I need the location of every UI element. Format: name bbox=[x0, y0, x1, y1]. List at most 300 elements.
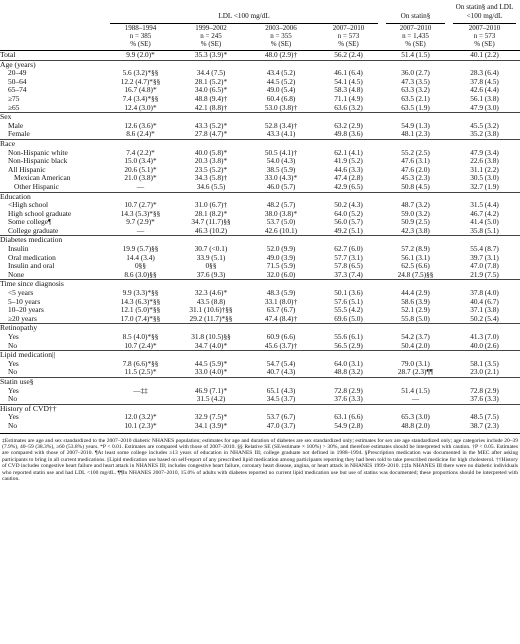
cell-value: 54.2 (3.7) bbox=[401, 333, 430, 341]
cell-value: 48.0 (2.9)† bbox=[247, 51, 315, 61]
cell-value: 46.1 (6.4) bbox=[334, 69, 363, 78]
table-row bbox=[0, 201, 520, 210]
cell-value: 58.6 (3.9) bbox=[401, 297, 430, 306]
table-row bbox=[0, 218, 520, 227]
cell-value: 71.1 (4.9) bbox=[334, 94, 363, 103]
cell-value: 49.0 (3.9) bbox=[266, 253, 296, 262]
cell-value: 56.2 (2.4) bbox=[315, 51, 382, 61]
table-row bbox=[0, 51, 520, 61]
cell-value: 63.6 (3.2) bbox=[334, 103, 363, 112]
cell-value: 38.7 (2.3) bbox=[470, 421, 499, 430]
cell-value: 44.5 (5.2) bbox=[266, 77, 296, 86]
row-label: All Hispanic bbox=[8, 165, 46, 174]
cell-value: 37.1 (3.8) bbox=[470, 306, 499, 315]
table-row bbox=[0, 210, 520, 219]
cell-value: 55.6 (6.1) bbox=[334, 333, 363, 341]
cell-value bbox=[449, 404, 520, 413]
cell-value: 17.0 (7.4)*§§ bbox=[120, 314, 161, 323]
cell-value: 40.4 (6.7) bbox=[470, 297, 499, 306]
cell-value: 46.9 (7.1)* bbox=[194, 386, 228, 395]
row-label: No bbox=[8, 341, 18, 350]
col-n-2: n = 245 bbox=[200, 32, 222, 40]
table-row bbox=[0, 78, 520, 87]
table-row bbox=[0, 139, 520, 148]
cell-value: 42.6 (4.4) bbox=[470, 86, 499, 95]
cell-value: 40.1 (2.2) bbox=[449, 51, 520, 61]
table-row bbox=[0, 271, 520, 280]
cell-value bbox=[382, 351, 449, 360]
row-label: Other Hispanic bbox=[14, 182, 59, 191]
table-row bbox=[0, 122, 520, 131]
cell-value: 7.4 (3.4)*§§ bbox=[122, 94, 159, 103]
cell-value: 8.6 (3.0)§§ bbox=[124, 270, 157, 279]
cell-value: 21.9 (7.5) bbox=[470, 270, 499, 279]
cell-value: 43.3 (5.2)* bbox=[194, 121, 228, 130]
row-label: No bbox=[8, 368, 18, 377]
cell-value: 22.6 (3.8) bbox=[470, 157, 499, 166]
table-row bbox=[0, 86, 520, 95]
cell-value: 7.8 (6.6)*§§ bbox=[122, 359, 159, 368]
cell-value: 12.4 (3.0)* bbox=[124, 103, 157, 112]
row-label: Education bbox=[0, 192, 106, 201]
col-period-2: 1999–2002 bbox=[195, 24, 227, 32]
cell-value: 50.8 (4.5) bbox=[401, 182, 430, 191]
cell-value: — bbox=[136, 226, 145, 235]
cell-value bbox=[175, 113, 247, 122]
row-label: Female bbox=[8, 130, 30, 139]
table-row bbox=[0, 342, 520, 351]
row-label: 50–64 bbox=[8, 77, 27, 86]
table-row bbox=[0, 166, 520, 175]
cell-value: 9.7 (2.9)* bbox=[126, 218, 155, 227]
cell-value: 63.1 (6.6) bbox=[334, 413, 363, 422]
cell-value: 10.1 (2.3)* bbox=[124, 421, 157, 430]
col-unit-3: % (SE) bbox=[247, 40, 315, 51]
cell-value: 12.2 (4.7)*§§ bbox=[120, 77, 161, 86]
cell-value: 0§§ bbox=[205, 262, 217, 271]
cell-value bbox=[247, 139, 315, 148]
cell-value: 54.9 (1.3) bbox=[401, 121, 430, 130]
table-row bbox=[0, 183, 520, 192]
cell-value: 47.6 (3.1) bbox=[401, 157, 430, 166]
cell-value bbox=[382, 404, 449, 413]
cell-value: — bbox=[136, 182, 145, 191]
cell-value: 34.5 (3.7) bbox=[266, 395, 296, 404]
cell-value: 37.3 (7.4) bbox=[334, 270, 363, 279]
table-row bbox=[0, 245, 520, 254]
cell-value: 41.9 (5.2) bbox=[334, 157, 363, 166]
cell-value bbox=[449, 192, 520, 201]
cell-value: 31.1 (10.6)†§§ bbox=[189, 306, 233, 315]
col-unit-5: % (SE) bbox=[382, 40, 449, 51]
cell-value: 63.2 (2.9) bbox=[334, 121, 363, 130]
row-label: Statin use§ bbox=[0, 377, 106, 386]
cell-value: 37.6 (3.3) bbox=[470, 395, 499, 404]
table-header bbox=[0, 2, 520, 51]
table-row bbox=[0, 368, 520, 377]
cell-value bbox=[449, 280, 520, 289]
cell-value: 51.4 (1.5) bbox=[382, 51, 449, 61]
cell-value: 23.0 (2.1) bbox=[470, 368, 499, 377]
cell-value bbox=[449, 139, 520, 148]
cell-value: 35.2 (3.8) bbox=[470, 130, 499, 139]
col-n-1: n = 385 bbox=[129, 32, 152, 40]
table-row bbox=[0, 315, 520, 324]
row-label: High school graduate bbox=[8, 209, 72, 218]
row-label: 5–10 years bbox=[8, 297, 41, 306]
cell-value: 34.1 (3.9)* bbox=[194, 421, 228, 430]
header-group-ldl: LDL <100 mg/dL bbox=[218, 12, 270, 20]
cell-value: 9.9 (3.3)*§§ bbox=[122, 289, 159, 298]
cell-value: 60.4 (6.8) bbox=[266, 94, 296, 103]
cell-value: 47.4 (2.8) bbox=[334, 174, 363, 183]
cell-value: 47.4 (8.4)† bbox=[264, 314, 298, 323]
cell-value: 65.1 (4.3) bbox=[266, 386, 296, 395]
cell-value: 42.3 (3.8) bbox=[401, 226, 430, 235]
cell-value: 57.7 (3.1) bbox=[334, 253, 363, 262]
cell-value: 31.0 (6.7)† bbox=[194, 201, 228, 210]
cell-value: 50.5 (4.1)† bbox=[264, 148, 298, 157]
cell-value bbox=[106, 377, 175, 386]
table-row bbox=[0, 351, 520, 360]
cell-value: 50.2 (5.4) bbox=[470, 314, 499, 323]
cell-value bbox=[247, 280, 315, 289]
row-label: Age (years) bbox=[0, 60, 106, 69]
cell-value bbox=[106, 113, 175, 122]
cell-value: 34.3 (5.8)† bbox=[194, 174, 228, 183]
cell-value: 20.6 (5.1)* bbox=[124, 165, 157, 174]
cell-value bbox=[247, 404, 315, 413]
cell-value: 54.0 (4.3) bbox=[266, 157, 296, 166]
cell-value: 14.3 (5.3)*§§ bbox=[120, 209, 161, 218]
cell-value: 46.0 (5.7) bbox=[266, 182, 296, 191]
cell-value: 23.5 (5.2)* bbox=[194, 165, 228, 174]
cell-value: 48.7 (3.2) bbox=[401, 201, 430, 210]
cell-value bbox=[106, 351, 175, 360]
cell-value: 43.3 (4.1) bbox=[266, 130, 296, 139]
cell-value: 63.3 (3.2) bbox=[401, 86, 430, 95]
table-row bbox=[0, 157, 520, 166]
cell-value bbox=[449, 324, 520, 333]
cell-value: 44.4 (2.9) bbox=[401, 289, 430, 298]
cell-value: 46.7 (4.2) bbox=[470, 209, 499, 218]
row-label: Retinopathy bbox=[0, 324, 106, 333]
cell-value: 45.6 (3.7)† bbox=[264, 341, 298, 350]
cell-value: 47.6 (2.0) bbox=[401, 165, 430, 174]
col-unit-6: % (SE) bbox=[449, 40, 520, 51]
cell-value: 64.0 (3.1) bbox=[334, 359, 363, 368]
cell-value bbox=[106, 280, 175, 289]
cell-value bbox=[382, 113, 449, 122]
row-label: Yes bbox=[8, 413, 19, 422]
table-row bbox=[0, 280, 520, 289]
cell-value: 31.8 (10.5)§§ bbox=[191, 333, 231, 341]
cell-value bbox=[247, 351, 315, 360]
cell-value: 28.3 (6.4) bbox=[470, 69, 499, 78]
cell-value: 45.3 (2.3) bbox=[401, 174, 430, 183]
row-label: History of CVD†† bbox=[0, 404, 106, 413]
cell-value: 38.0 (3.8)* bbox=[264, 209, 298, 218]
cell-value: 14.4 (3.4) bbox=[126, 253, 155, 262]
cell-value: 46.3 (10.2) bbox=[194, 226, 228, 235]
cell-value: 50.9 (2.5) bbox=[401, 218, 430, 227]
table-row bbox=[0, 360, 520, 369]
cell-value: 63.7 (6.7) bbox=[266, 306, 296, 315]
table-row bbox=[0, 387, 520, 396]
cell-value: 56.1 (3.8) bbox=[470, 94, 499, 103]
cell-value: 49.2 (5.1) bbox=[334, 226, 363, 235]
cell-value: 51.4 (1.5) bbox=[401, 386, 430, 395]
cell-value: 53.7 (5.0) bbox=[266, 218, 296, 227]
cell-value bbox=[175, 377, 247, 386]
cell-value: 28.1 (8.2)* bbox=[194, 209, 228, 218]
cell-value: 12.0 (3.2)* bbox=[124, 413, 157, 422]
cell-value bbox=[175, 280, 247, 289]
cell-value: 34.0 (6.5)* bbox=[194, 86, 228, 95]
cell-value: 52.1 (2.9) bbox=[401, 306, 430, 315]
table-row bbox=[0, 95, 520, 104]
cell-value: 39.7 (3.1) bbox=[470, 253, 499, 262]
table-row bbox=[0, 227, 520, 236]
cell-value: 48.5 (7.5) bbox=[470, 413, 499, 422]
row-label: None bbox=[8, 270, 25, 279]
cell-value bbox=[315, 139, 382, 148]
table-row bbox=[0, 236, 520, 245]
cell-value: 54.7 (5.4) bbox=[266, 359, 296, 368]
cell-value bbox=[315, 404, 382, 413]
cell-value: 48.1 (2.3) bbox=[401, 130, 430, 139]
cell-value: 69.6 (5.0) bbox=[334, 314, 363, 323]
cell-value: 72.8 (2.9) bbox=[470, 386, 499, 395]
cell-value bbox=[175, 324, 247, 333]
table-row bbox=[0, 69, 520, 78]
cell-value bbox=[175, 139, 247, 148]
cell-value: 48.8 (2.0) bbox=[401, 421, 430, 430]
header-group-statin: On statin§ bbox=[400, 12, 431, 20]
row-label: Sex bbox=[0, 113, 106, 122]
table-row bbox=[0, 113, 520, 122]
cell-value bbox=[315, 280, 382, 289]
cell-value: 63.5 (1.9) bbox=[401, 103, 430, 112]
footnotes: ‡Estimates are age and sex standardized to the 2007–2010 diabetic NHANES population; estimates for age and duration of diabetes are sex standardized only; estimates for sex are age standardized only; age categories include 20–39 (7.9%), 40–59 (38.3%), ≥60 (53.8%) years. *P < 0.01. Estimates are compared with those of 2007–2010. §§ Relative SE (SE/estimate × 100%) > 30%, and therefore estimates should be interpreted with caution. †P < 0.05. Estimates are compared with those of 2007–2010. ¶At least some college includes ≥13 years of education in NHANES III; college graduate not defined in 1988–1994. §Prescription medication was documented in the MEC after asking participants to bring in all current medications. ||Lipid medication use based on self-report of any prescribed lipid medication among participants reporting they had been told to take prescribed medicine for high cholesterol. ††History of CVD includes congestive heart failure and heart attack in NHANES III; includes congestive heart failure, coronary heart disease, angina, or heart attack in NHANES 1999–2010. ‡‡In NHANES III there were no diabetic individuals who reported statin use and had LDL <100 mg/dL. ¶¶In NHANES 2007–2010, 15.0% of adults with diabetes reported no current lipid medication use but use of statins was documented; these proportions should be interpreted with caution. bbox=[0, 433, 520, 483]
table-body bbox=[0, 51, 520, 431]
cell-value: 24.8 (7.5)§§ bbox=[397, 270, 434, 279]
cell-value bbox=[106, 404, 175, 413]
cell-value bbox=[106, 324, 175, 333]
cell-value: 57.2 (8.9) bbox=[401, 245, 430, 254]
cell-value: 52.8 (3.4)† bbox=[264, 121, 298, 130]
col-n-3: n = 355 bbox=[270, 32, 292, 40]
table-row bbox=[0, 333, 520, 342]
cell-value: 40.0 (5.8)* bbox=[194, 148, 228, 157]
cell-value bbox=[315, 351, 382, 360]
row-label: Insulin bbox=[8, 245, 29, 254]
row-label: Yes bbox=[8, 386, 19, 395]
table-row bbox=[0, 104, 520, 113]
col-period-4: 2007–2010 bbox=[332, 24, 365, 32]
col-period-5: 2007–2010 bbox=[399, 24, 432, 32]
cell-value: 35.8 (5.1) bbox=[470, 226, 499, 235]
table-row bbox=[0, 130, 520, 139]
cell-value: 21.0 (3.8)* bbox=[124, 174, 157, 183]
col-unit-2: % (SE) bbox=[175, 40, 247, 51]
cell-value: 45.5 (3.2) bbox=[470, 121, 499, 130]
cell-value bbox=[175, 192, 247, 201]
cell-value bbox=[449, 351, 520, 360]
cell-value: 38.5 (5.9) bbox=[266, 165, 296, 174]
row-label: Non-Hispanic white bbox=[8, 148, 68, 157]
col-n-5: n = 1,435 bbox=[402, 32, 429, 40]
cell-value: 47.9 (3.4) bbox=[470, 148, 499, 157]
cell-value bbox=[449, 236, 520, 245]
table-row bbox=[0, 395, 520, 404]
cell-value: 31.5 (4.2) bbox=[196, 395, 226, 404]
row-label: ≥65 bbox=[8, 103, 20, 112]
cell-value: 48.8 (9.4)† bbox=[194, 94, 228, 103]
row-label: 20–49 bbox=[8, 69, 27, 78]
cell-value: 8.5 (4.0)*§§ bbox=[122, 333, 159, 341]
col-period-1: 1988–1994 bbox=[124, 24, 157, 32]
row-label: Time since diagnosis bbox=[0, 280, 106, 289]
cell-value: 47.9 (3.0) bbox=[470, 103, 499, 112]
cell-value: 62.1 (4.1) bbox=[334, 148, 363, 157]
cell-value: 30.7 (<0.1) bbox=[194, 245, 228, 254]
row-label: Insulin and oral bbox=[8, 262, 55, 271]
cell-value: 40.7 (4.3) bbox=[266, 368, 296, 377]
cell-value: 42.6 (10.1) bbox=[264, 226, 298, 235]
cell-value bbox=[175, 404, 247, 413]
cell-value: 37.8 (4.5) bbox=[470, 77, 499, 86]
row-label: Diabetes medication bbox=[0, 236, 106, 245]
cell-value bbox=[382, 192, 449, 201]
cell-value bbox=[315, 113, 382, 122]
cell-value: 32.9 (7.5)* bbox=[194, 413, 228, 422]
cell-value: 5.6 (3.2)*§§ bbox=[122, 69, 159, 78]
cell-value: 20.3 (3.8)* bbox=[194, 157, 228, 166]
cell-value bbox=[315, 377, 382, 386]
cell-value: 72.8 (2.9) bbox=[334, 386, 363, 395]
cell-value: 55.4 (8.7) bbox=[470, 245, 499, 254]
cell-value: 53.0 (3.8)† bbox=[264, 103, 298, 112]
row-label: Total bbox=[0, 51, 106, 61]
row-label: ≥75 bbox=[8, 94, 20, 103]
row-label: Male bbox=[8, 121, 24, 130]
table-row bbox=[0, 404, 520, 413]
cell-value: 50.1 (3.6) bbox=[334, 289, 363, 298]
data-table bbox=[0, 2, 520, 431]
cell-value: 14.3 (6.3)*§§ bbox=[120, 297, 161, 306]
cell-value: 34.6 (5.5) bbox=[196, 182, 226, 191]
cell-value: 52.0 (9.9) bbox=[266, 245, 296, 254]
cell-value: 41.4 (5.0) bbox=[470, 218, 499, 227]
cell-value: 71.5 (5.9) bbox=[266, 262, 296, 271]
cell-value: 8.6 (2.4)* bbox=[126, 130, 155, 139]
col-period-6: 2007–2010 bbox=[468, 24, 501, 32]
table-row bbox=[0, 289, 520, 298]
cell-value: 44.5 (5.9)* bbox=[194, 359, 228, 368]
header-group-statin-ldl: On statin§ and LDL <100 mg/dL bbox=[455, 3, 514, 20]
row-label: Mexican American bbox=[14, 174, 71, 183]
cell-value bbox=[247, 236, 315, 245]
row-label: No bbox=[8, 395, 18, 404]
cell-value: 9.9 (2.0)* bbox=[106, 51, 175, 61]
cell-value: 58.3 (4.8) bbox=[334, 86, 363, 95]
row-label: College graduate bbox=[8, 226, 59, 235]
cell-value: 56.1 (3.1) bbox=[401, 253, 430, 262]
col-n-4: n = 573 bbox=[337, 32, 360, 40]
cell-value: 58.1 (3.5) bbox=[470, 359, 499, 368]
table-row bbox=[0, 377, 520, 386]
cell-value: 49.0 (5.4) bbox=[266, 86, 296, 95]
cell-value bbox=[449, 113, 520, 122]
cell-value: 0§§ bbox=[135, 262, 146, 271]
cell-value: 63.5 (2.1) bbox=[401, 94, 430, 103]
cell-value bbox=[247, 113, 315, 122]
cell-value: — bbox=[411, 395, 420, 404]
cell-value: 60.9 (6.6) bbox=[266, 333, 296, 341]
cell-value bbox=[175, 236, 247, 245]
cell-value: 12.6 (3.6)* bbox=[124, 121, 157, 130]
row-label: Race bbox=[0, 139, 106, 148]
table-row bbox=[0, 324, 520, 333]
cell-value: 32.3 (4.6)* bbox=[194, 289, 228, 298]
cell-value: 47.0 (3.7) bbox=[266, 421, 296, 430]
cell-value: 19.9 (5.7)§§ bbox=[122, 245, 159, 254]
cell-value bbox=[315, 192, 382, 201]
cell-value: 49.8 (3.6) bbox=[334, 130, 363, 139]
cell-value: 53.7 (6.7) bbox=[266, 413, 296, 422]
cell-value bbox=[175, 60, 247, 69]
row-label: 10–20 years bbox=[8, 306, 44, 315]
cell-value: 56.5 (2.9) bbox=[334, 341, 363, 350]
cell-value: 29.2 (11.7)*§§ bbox=[189, 314, 233, 323]
table-row bbox=[0, 306, 520, 315]
row-label: ≥20 years bbox=[8, 314, 37, 323]
cell-value: 10.7 (2.4)* bbox=[124, 341, 157, 350]
cell-value: 65.3 (3.0) bbox=[401, 413, 430, 422]
col-n-6: n = 573 bbox=[473, 32, 496, 40]
cell-value: 34.7 (11.7)§§ bbox=[191, 218, 231, 227]
cell-value: 48.8 (3.2) bbox=[334, 368, 363, 377]
cell-value bbox=[315, 324, 382, 333]
cell-value: 62.7 (6.0) bbox=[334, 245, 363, 254]
cell-value: 55.8 (5.0) bbox=[401, 314, 430, 323]
cell-value bbox=[247, 192, 315, 201]
table-row bbox=[0, 60, 520, 69]
cell-value: 56.0 (5.7) bbox=[334, 218, 363, 227]
cell-value: 28.1 (5.2)* bbox=[194, 77, 228, 86]
cell-value: 34.7 (4.0)* bbox=[194, 341, 228, 350]
col-period-3: 2003–2006 bbox=[265, 24, 297, 32]
cell-value bbox=[106, 139, 175, 148]
cell-value: 55.5 (4.2) bbox=[334, 306, 363, 315]
table-row bbox=[0, 413, 520, 422]
row-label: Yes bbox=[8, 359, 19, 368]
cell-value bbox=[382, 377, 449, 386]
cell-value bbox=[315, 60, 382, 69]
cell-value: 57.6 (5.1) bbox=[334, 297, 363, 306]
cell-value: 54.1 (4.5) bbox=[334, 77, 363, 86]
row-label: <High school bbox=[8, 201, 49, 210]
cell-value: 34.4 (7.5) bbox=[196, 69, 226, 78]
row-label: Some college¶ bbox=[8, 218, 52, 227]
cell-value bbox=[247, 324, 315, 333]
cell-value: 57.8 (6.5) bbox=[334, 262, 363, 271]
cell-value: 43.5 (8.8) bbox=[196, 297, 226, 306]
cell-value bbox=[106, 236, 175, 245]
cell-value: —‡‡ bbox=[133, 386, 148, 395]
row-label: Lipid medication|| bbox=[0, 351, 106, 360]
